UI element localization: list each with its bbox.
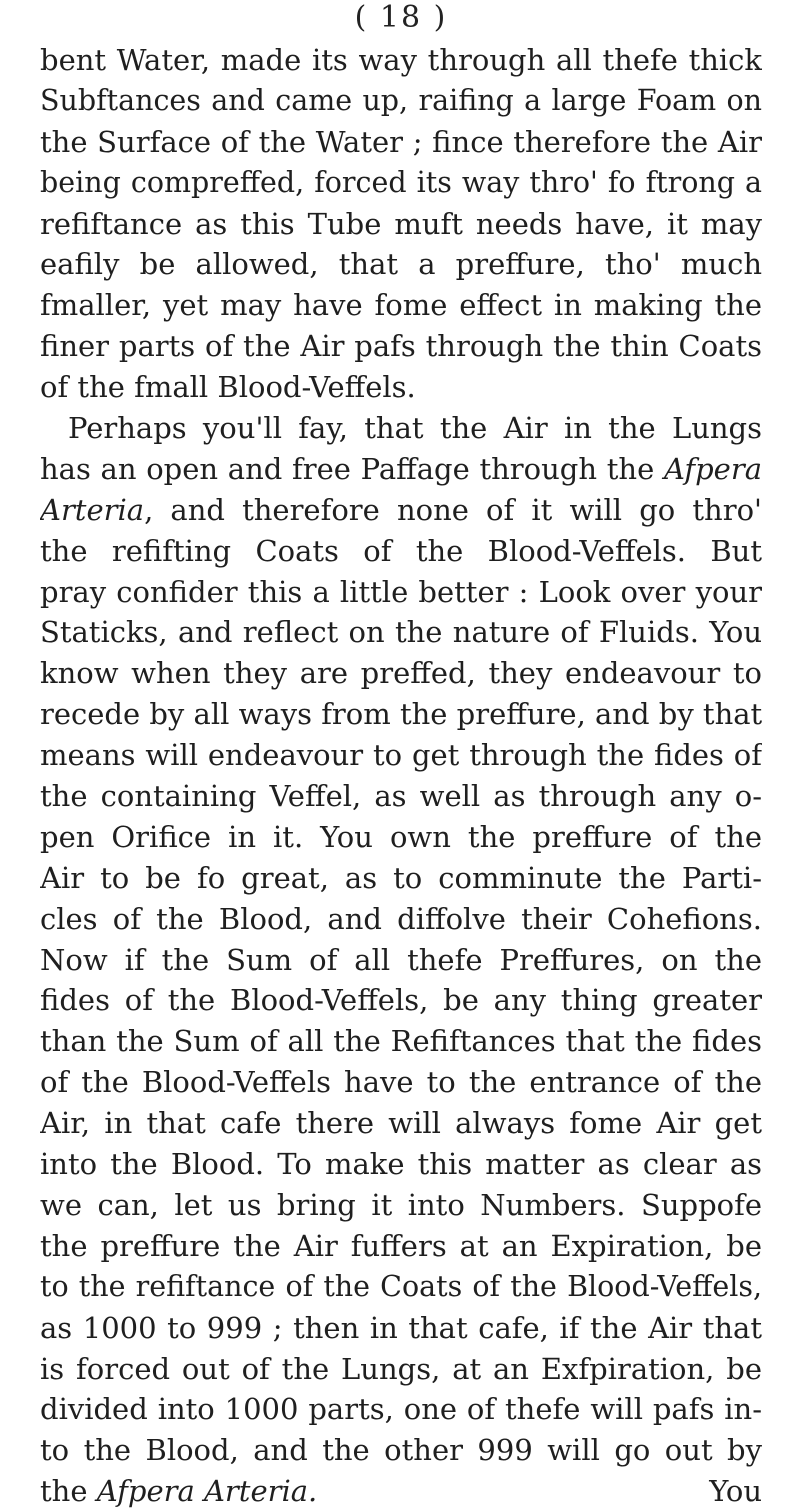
text-line: know when they are preffed, they endeavour to	[40, 656, 762, 691]
text-line: to the Blood, and the other 999 will go out by	[40, 1433, 762, 1468]
text-line: fmaller, yet may have fome effect in making the	[40, 288, 762, 323]
catchword: You	[709, 1474, 762, 1509]
text-line: pen Orifice in it. You own the preffure of the	[40, 819, 762, 854]
text-line: of the fmall Blood-Veffels.	[40, 370, 416, 405]
text-line: recede by all ways from the preffure, and by that	[40, 697, 762, 732]
text-line: refiftance as this Tube muft needs have, it may	[40, 206, 762, 241]
text-line: the Surface of the Water ; fince therefore the Air	[40, 124, 762, 159]
text-line: has an open and free Paffage through the Afpera	[40, 451, 762, 486]
text-line: means will endeavour to get through the fides of	[40, 738, 762, 773]
text-line: divided into 1000 parts, one of thefe will pafs in-	[40, 1392, 762, 1427]
text-line: is forced out of the Lungs, at an Exfpiration, be	[40, 1351, 762, 1386]
text-line: Subftances and came up, raifing a large Foam on	[40, 83, 762, 117]
page-number: ( 18 )	[354, 0, 448, 35]
text-line: cles of the Blood, and diffolve their Cohefions.	[40, 901, 762, 936]
text-line: the preffure the Air fuffers at an Expiration, be	[40, 1228, 762, 1263]
last-line-start: the	[40, 1474, 88, 1509]
text-line: the containing Veffel, as well as through any o-	[40, 779, 762, 814]
text-line: fides of the Blood-Veffels, be any thing greater	[40, 983, 762, 1018]
text-line: Air to be fo great, as to comminute the Parti-	[40, 860, 762, 895]
text-line: to the refiftance of the Coats of the Blood-Veffels,	[40, 1269, 762, 1303]
body-text	[40, 40, 762, 1512]
text-line: bent Water, made its way through all thefe thick	[40, 43, 762, 77]
text-line: Now if the Sum of all thefe Preffures, on the	[40, 942, 762, 977]
text-line: Air, in that cafe there will always fome Air get	[40, 1106, 762, 1141]
text-line: Staticks, and reflect on the nature of Fluids. You	[40, 615, 762, 650]
text-line: into the Blood. To make this matter as clear as	[40, 1147, 762, 1182]
text-line: Arteria, and therefore none of it will go thro'	[40, 492, 762, 527]
text-line: pray confider this a little better : Look over your	[40, 574, 762, 609]
text-line: eafily be allowed, that a preffure, tho' much	[40, 247, 762, 282]
text-line: as 1000 to 999 ; then in that cafe, if the Air that	[40, 1310, 762, 1345]
text-line: the refifting Coats of the Blood-Veffels. But	[40, 533, 762, 568]
last-line	[40, 1471, 762, 1512]
text-line: we can, let us bring it into Numbers. Suppofe	[40, 1187, 762, 1222]
last-line-italic: Afpera Arteria.	[96, 1474, 318, 1509]
text-line: being compreffed, forced its way thro' fo ftrong a	[40, 165, 762, 199]
text-line: finer parts of the Air pafs through the thin Coats	[40, 329, 762, 364]
text-line: Perhaps you'll fay, that the Air in the Lungs	[68, 411, 762, 446]
text-line: of the Blood-Veffels have to the entrance of the	[40, 1065, 762, 1100]
last-line-text	[40, 1471, 317, 1512]
text-line: than the Sum of all the Refiftances that the fides	[40, 1024, 762, 1059]
